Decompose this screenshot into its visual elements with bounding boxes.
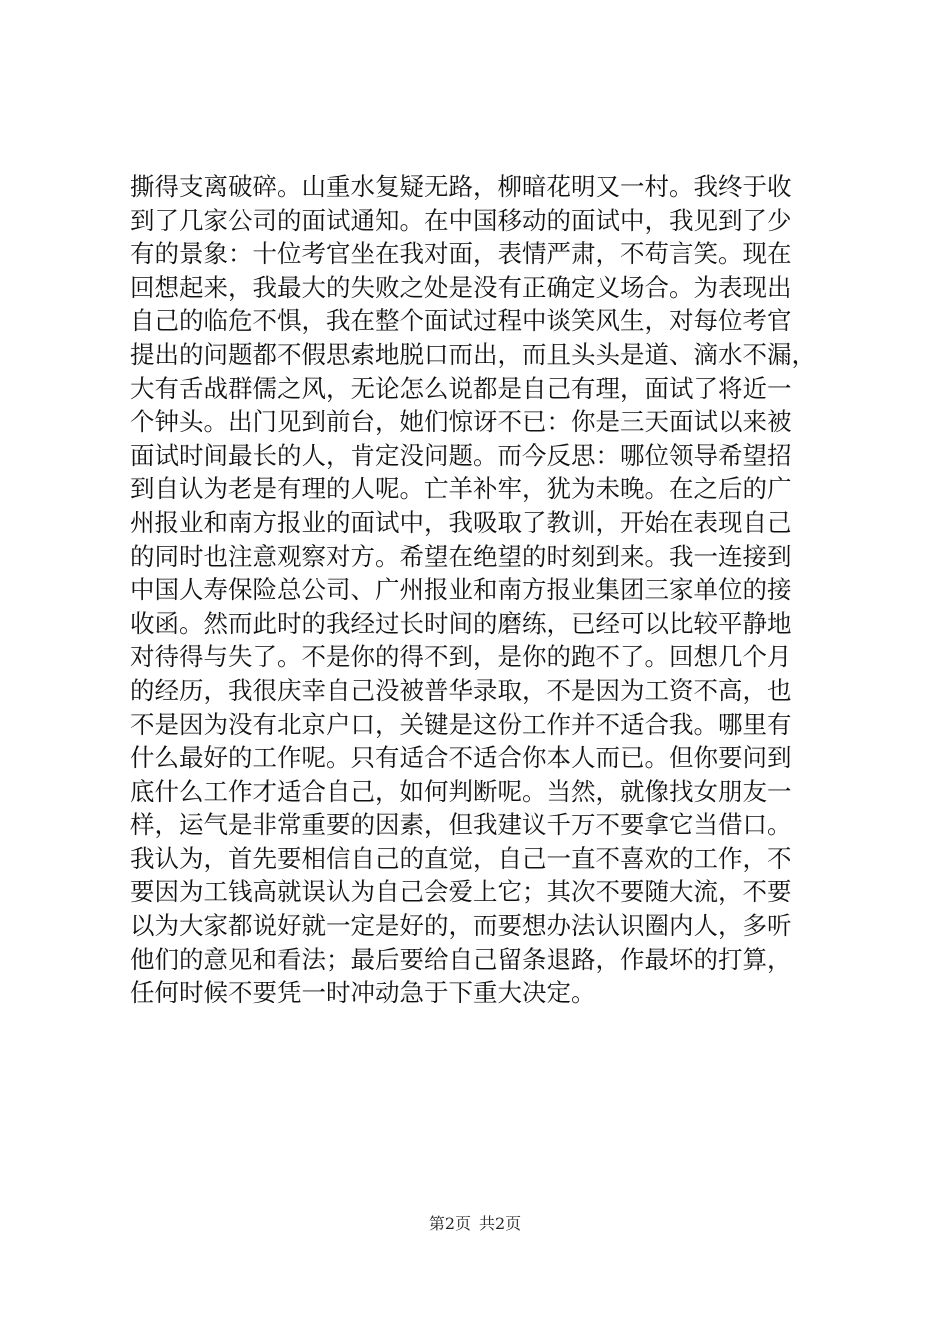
text-line: 不是因为没有北京户口，关键是这份工作并不适合我。哪里有 [130, 709, 792, 739]
text-line: 个钟头。出门见到前台，她们惊讶不已：你是三天面试以来被 [130, 407, 792, 437]
text-line: 的同时也注意观察对方。希望在绝望的时刻到来。我一连接到 [130, 541, 792, 571]
text-line: 提出的问题都不假思索地脱口而出，而且头头是道、滴水不漏， [130, 339, 816, 369]
text-line: 我认为，首先要相信自己的直觉，自己一直不喜欢的工作，不 [130, 843, 792, 873]
text-line: 到自认为老是有理的人呢。亡羊补牢，犹为未晚。在之后的广 [130, 474, 792, 504]
text-line: 回想起来，我最大的失败之处是没有正确定义场合。为表现出 [130, 272, 792, 302]
text-line: 有的景象：十位考官坐在我对面，表情严肃，不苟言笑。现在 [130, 239, 792, 269]
text-line: 撕得支离破碎。山重水复疑无路，柳暗花明又一村。我终于收 [130, 172, 792, 201]
text-line: 他们的意见和看法；最后要给自己留条退路，作最坏的打算， [130, 944, 792, 974]
text-line: 样，运气是非常重要的因素，但我建议千万不要拿它当借口。 [130, 810, 792, 840]
text-line: 中国人寿保险总公司、广州报业和南方报业集团三家单位的接 [130, 575, 792, 605]
body-text [130, 170, 850, 1010]
text-line: 以为大家都说好就一定是好的，而要想办法认识圈内人，多听 [130, 911, 792, 941]
page-footer [0, 1213, 950, 1235]
text-line: 对待得与失了。不是你的得不到，是你的跑不了。回想几个月 [130, 642, 792, 672]
text-line: 什么最好的工作呢。只有适合不适合你本人而已。但你要问到 [130, 743, 792, 773]
text-line: 到了几家公司的面试通知。在中国移动的面试中，我见到了少 [130, 205, 792, 235]
page-number: 第2页 [428, 1214, 471, 1233]
text-line: 任何时候不要凭一时冲动急于下重大决定。 [130, 978, 596, 1008]
text-line: 的经历，我很庆幸自己没被普华录取，不是因为工资不高，也 [130, 675, 792, 705]
text-line: 州报业和南方报业的面试中，我吸取了教训，开始在表现自己 [130, 507, 792, 537]
text-line: 收函。然而此时的我经过长时间的磨练，已经可以比较平静地 [130, 608, 792, 638]
text-line: 底什么工作才适合自己，如何判断呢。当然，就像找女朋友一 [130, 776, 792, 806]
text-line: 大有舌战群儒之风，无论怎么说都是自己有理，面试了将近一 [130, 373, 792, 403]
text-line: 要因为工钱高就误认为自己会爱上它；其次不要随大流，不要 [130, 877, 792, 907]
page-total: 共2页 [479, 1214, 522, 1233]
text-line: 自己的临危不惧，我在整个面试过程中谈笑风生，对每位考官 [130, 306, 792, 336]
text-line: 面试时间最长的人，肯定没问题。而今反思：哪位领导希望招 [130, 440, 792, 470]
